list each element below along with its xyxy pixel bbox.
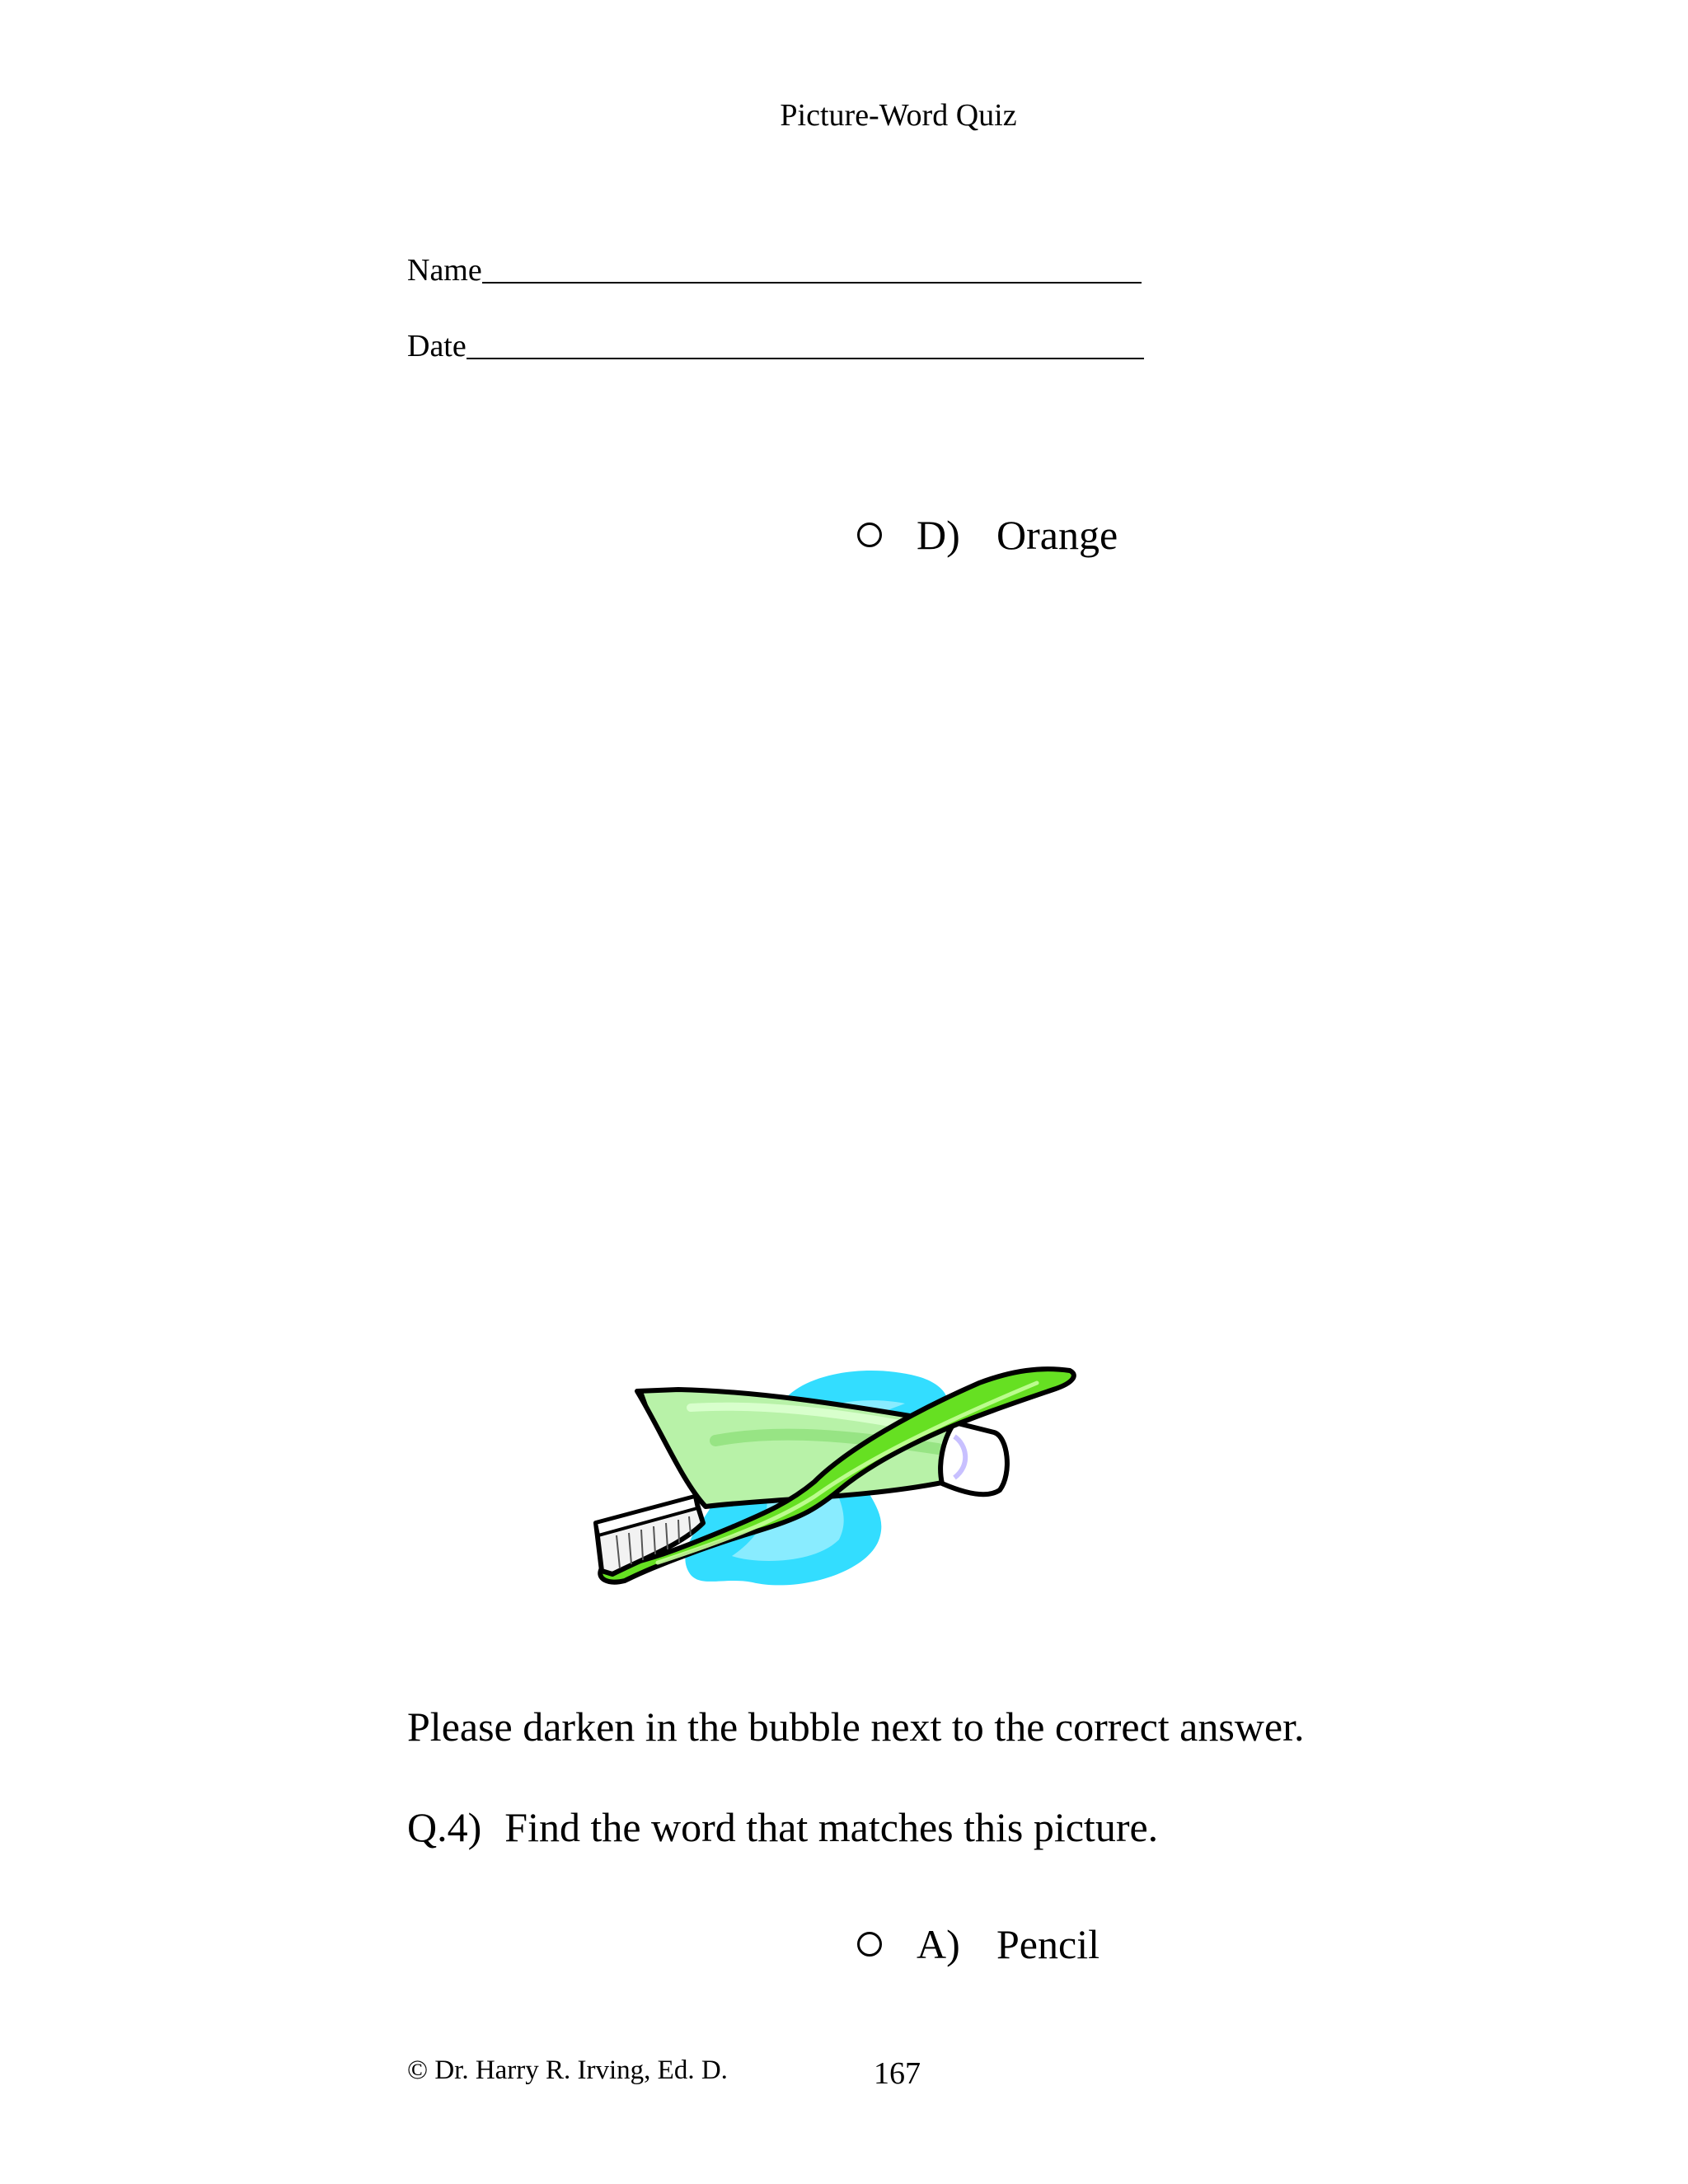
question-text: Find the word that matches this picture. [504,1804,1159,1850]
option-d-bubble[interactable] [857,523,882,547]
name-label: Name [407,253,482,288]
option-a-text: Pencil [996,1921,1100,1967]
option-d[interactable] [857,511,1118,559]
question-number: Q.4) [407,1804,482,1850]
question-line [407,1803,1158,1851]
option-d-letter: D) [917,512,960,558]
copyright-text: © Dr. Harry R. Irving, Ed. D. [407,2055,728,2085]
date-label: Date [407,329,467,363]
date-field[interactable] [407,328,1144,364]
name-line[interactable] [482,282,1142,284]
tube-cap [940,1422,1007,1494]
option-a[interactable] [857,1920,1100,1968]
option-a-letter: A) [917,1921,960,1967]
option-d-text: Orange [996,512,1118,558]
page-title: Picture-Word Quiz [780,98,1017,133]
toothbrush-toothpaste-icon [592,1358,1086,1630]
date-line[interactable] [467,358,1144,359]
page-number: 167 [874,2056,921,2091]
instruction-text: Please darken in the bubble next to the correct answer. [407,1704,1305,1750]
name-field[interactable] [407,252,1142,288]
option-a-bubble[interactable] [857,1932,882,1957]
